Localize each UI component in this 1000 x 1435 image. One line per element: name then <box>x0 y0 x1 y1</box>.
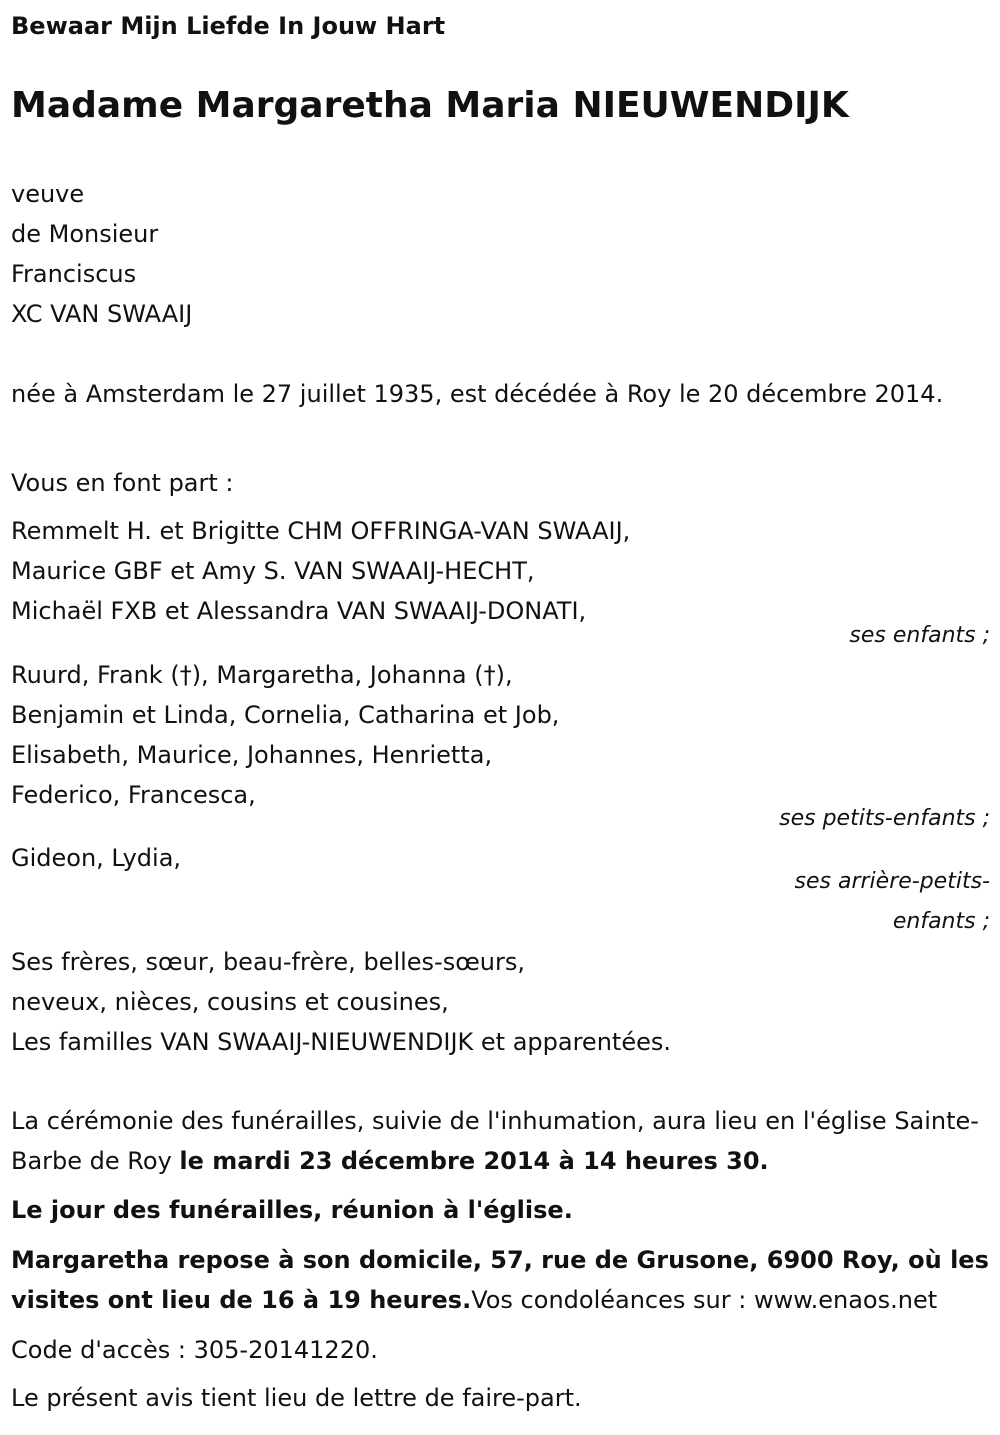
spouse-line-4: XC VAN SWAAIJ <box>11 300 193 328</box>
family-line: Les familles VAN SWAAIJ-NIEUWENDIJK et apparentées. <box>11 1028 671 1056</box>
great-grandchildren-role-label: ses arrière-petits-enfants ; <box>794 869 990 934</box>
children-line: Remmelt H. et Brigitte CHM OFFRINGA-VAN SWAAIJ, <box>11 517 631 545</box>
great-grandchildren-line: Gideon, Lydia, <box>11 844 182 872</box>
children-line: Michaël FXB et Alessandra VAN SWAAIJ-DONATI, <box>11 597 587 625</box>
ceremony-text <box>11 1101 980 1181</box>
grandchildren-role-label: ses petits-enfants ; <box>779 806 990 831</box>
family-block <box>11 942 990 1062</box>
ceremony-date: le mardi 23 décembre 2014 à 14 heures 30. <box>179 1147 769 1175</box>
grandchildren-line: Elisabeth, Maurice, Johannes, Henrietta, <box>11 741 493 769</box>
closing-text: Le présent avis tient lieu de lettre de faire-part. <box>11 1384 582 1412</box>
children-role-label: ses enfants ; <box>849 623 990 648</box>
children-block <box>11 511 990 631</box>
ceremony-details: La cérémonie des funérailles, suivie de l'inhumation, aura lieu en l'église Sainte-Barbe de Roy <box>11 1107 979 1175</box>
spouse-line-1: veuve <box>11 180 85 208</box>
condolences-text: Vos condoléances sur : www.enaos.net <box>471 1286 938 1314</box>
birth-death-text: née à Amsterdam le 27 juillet 1935, est décédée à Roy le 20 décembre 2014. <box>11 380 944 408</box>
grandchildren-line: Federico, Francesca, <box>11 781 256 809</box>
grandchildren-line: Benjamin et Linda, Cornelia, Catharina et Job, <box>11 701 560 729</box>
repose-details: Margaretha repose à son domicile, 57, rue de Grusone, 6900 Roy, où les visites ont lieu de 16 à 19 heures. <box>11 1246 989 1314</box>
deceased-name: Madame Margaretha Maria NIEUWENDIJK <box>11 85 849 126</box>
repose-text <box>11 1240 994 1320</box>
family-line: Ses frères, sœur, beau-frère, belles-sœurs, <box>11 948 525 976</box>
spouse-block <box>11 174 990 334</box>
great-grandchildren-role <box>11 862 990 942</box>
motto: Bewaar Mijn Liefde In Jouw Hart <box>11 12 446 40</box>
grandchildren-line: Ruurd, Frank (†), Margaretha, Johanna (†), <box>11 661 513 689</box>
family-line: neveux, nièces, cousins et cousines, <box>11 988 449 1016</box>
children-line: Maurice GBF et Amy S. VAN SWAAIJ-HECHT, <box>11 557 535 585</box>
children-role <box>11 616 990 656</box>
announce-intro: Vous en font part : <box>11 469 234 497</box>
spouse-line-3: Franciscus <box>11 260 137 288</box>
gathering-text: Le jour des funérailles, réunion à l'église. <box>11 1196 573 1224</box>
access-code: Code d'accès : 305-20141220. <box>11 1336 378 1364</box>
spouse-line-2: de Monsieur <box>11 220 159 248</box>
grandchildren-block <box>11 655 990 815</box>
grandchildren-role <box>11 799 990 839</box>
